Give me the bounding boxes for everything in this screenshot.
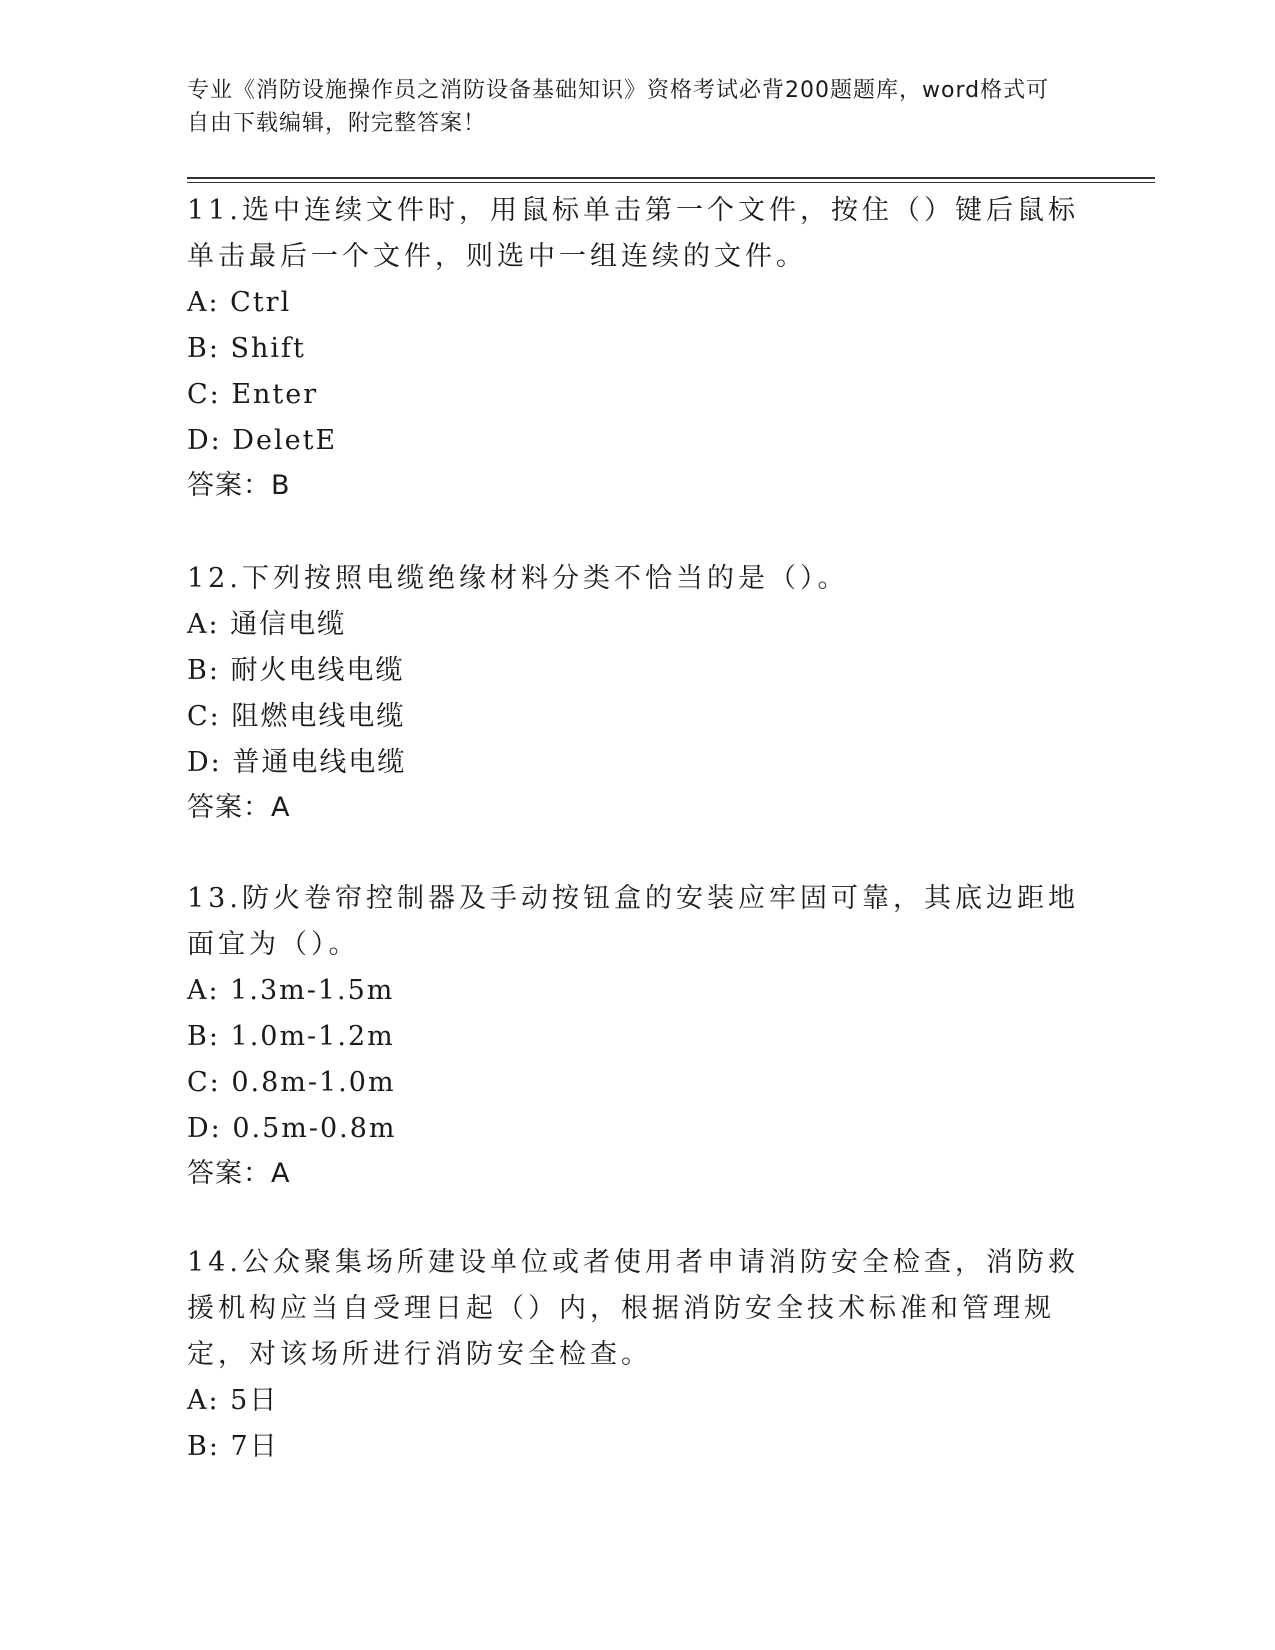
question-11 <box>187 188 1087 508</box>
question-12 <box>187 556 1087 830</box>
option-b: B: Shift <box>187 333 306 364</box>
header-divider <box>187 177 1155 183</box>
option-c: C: Enter <box>187 379 319 410</box>
option-a: A: Ctrl <box>187 287 292 318</box>
option-a: A: 5日 <box>187 1385 279 1416</box>
answer: 答案：A <box>187 1158 291 1189</box>
option-d: D: 普通电线电缆 <box>187 747 407 778</box>
question-stem: 12.下列按照电缆绝缘材料分类不恰当的是（）。 <box>187 563 849 594</box>
question-13 <box>187 876 1087 1196</box>
option-a: A: 通信电缆 <box>187 609 347 640</box>
question-14 <box>187 1240 1087 1470</box>
question-stem: 14.公众聚集场所建设单位或者使用者申请消防安全检查，消防救援机构应当自受理日起（）内，根据消防安全技术标准和管理规定，对该场所进行消防安全检查。 <box>187 1247 1079 1370</box>
option-c: C: 阻燃电线电缆 <box>187 701 406 732</box>
option-b: B: 耐火电线电缆 <box>187 655 405 686</box>
option-c: C: 0.8m-1.0m <box>187 1067 396 1098</box>
option-a: A: 1.3m-1.5m <box>187 975 395 1006</box>
question-stem: 11.选中连续文件时，用鼠标单击第一个文件，按住（）键后鼠标单击最后一个文件，则选中一组连续的文件。 <box>187 195 1079 272</box>
answer: 答案：B <box>187 470 291 501</box>
answer: 答案：A <box>187 792 291 823</box>
question-stem: 13.防火卷帘控制器及手动按钮盒的安装应牢固可靠，其底边距地面宜为（）。 <box>187 883 1079 960</box>
option-b: B: 7日 <box>187 1431 279 1462</box>
option-d: D: 0.5m-0.8m <box>187 1113 397 1144</box>
option-b: B: 1.0m-1.2m <box>187 1021 395 1052</box>
option-d: D: DeletE <box>187 425 338 456</box>
document-header: 专业《消防设施操作员之消防设备基础知识》资格考试必背200题题库，word格式可自由下载编辑，附完整答案！ <box>187 78 1050 136</box>
